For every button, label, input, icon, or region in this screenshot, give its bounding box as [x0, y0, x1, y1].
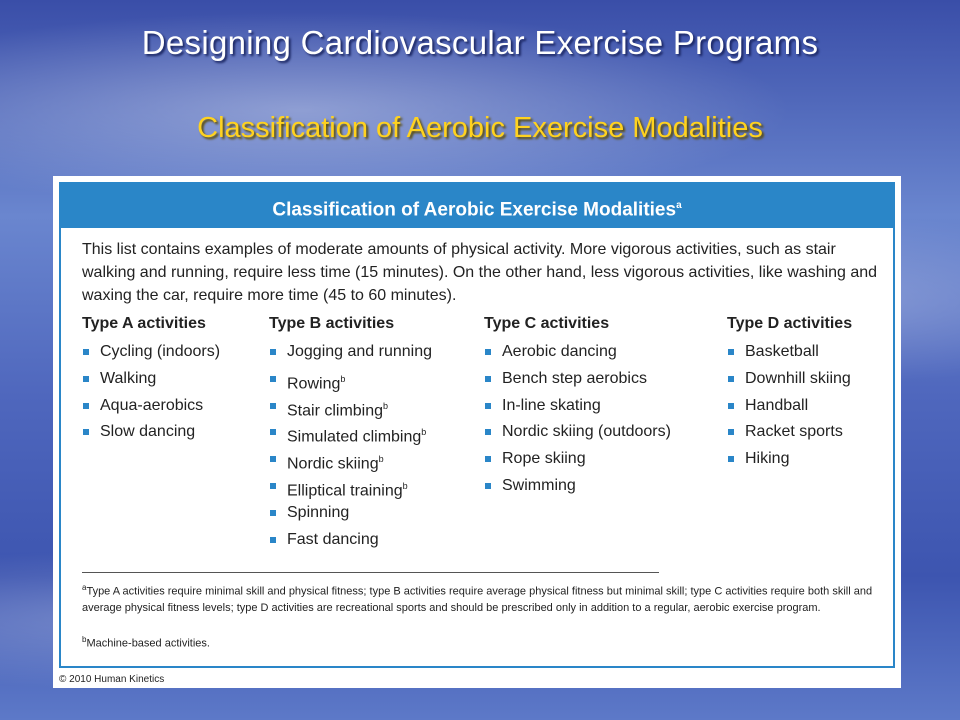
- activity-label: Jogging and running: [287, 343, 433, 360]
- column-type-a: [82, 315, 220, 446]
- activity-label: In-line skating: [502, 396, 601, 414]
- list-item: [269, 473, 432, 500]
- classification-table-image: [53, 176, 901, 688]
- square-bullet-icon: [83, 349, 89, 355]
- activity-label: Cycling (indoors): [100, 343, 221, 360]
- activity-list: [484, 339, 671, 500]
- list-item: [727, 393, 852, 420]
- slide-subtitle: Classification of Aerobic Exercise Modalities: [197, 112, 763, 144]
- square-bullet-icon: [270, 483, 276, 489]
- activity-label: Slow dancing: [100, 423, 196, 441]
- activity-label: Nordic skiing (outdoors): [502, 423, 671, 441]
- table-frame: [59, 182, 895, 668]
- column-type-d: [727, 315, 852, 473]
- footnote-mark: b: [421, 427, 427, 438]
- square-bullet-icon: [485, 483, 491, 489]
- footnote-b: [82, 635, 210, 650]
- list-item: [484, 473, 671, 500]
- activity-label: Walking: [100, 369, 157, 387]
- activity-label: Basketball: [745, 343, 819, 360]
- square-bullet-icon: [270, 376, 276, 382]
- activity-label: Simulated climbing: [287, 428, 422, 446]
- square-bullet-icon: [83, 403, 89, 409]
- square-bullet-icon: [728, 429, 734, 435]
- list-item: [82, 419, 220, 446]
- footnote-mark: b: [402, 480, 408, 491]
- footnote-a-marker: a: [82, 583, 87, 592]
- footnote-b-marker: b: [82, 635, 87, 644]
- activity-label: Spinning: [287, 503, 350, 521]
- list-item: [82, 366, 220, 393]
- table-header-footnote-mark: a: [676, 200, 682, 211]
- activity-label: Handball: [745, 396, 809, 414]
- list-item: [727, 419, 852, 446]
- column-heading: Type A activities: [82, 315, 206, 332]
- activity-label: Racket sports: [745, 423, 843, 441]
- square-bullet-icon: [270, 537, 276, 543]
- list-item: [269, 527, 432, 554]
- footnote-mark: b: [383, 400, 389, 411]
- activity-label: Rowing: [287, 375, 341, 393]
- list-item: [269, 419, 432, 446]
- activity-list: [727, 339, 852, 473]
- square-bullet-icon: [485, 403, 491, 409]
- column-type-b: [269, 315, 432, 553]
- square-bullet-icon: [83, 376, 89, 382]
- list-item: [727, 366, 852, 393]
- footnote-b-text: Machine-based activities.: [86, 637, 210, 650]
- column-heading: Type D activities: [727, 315, 853, 332]
- square-bullet-icon: [485, 456, 491, 462]
- activity-label: Swimming: [502, 476, 576, 494]
- list-item: [269, 393, 432, 420]
- footnote-mark: b: [340, 373, 346, 384]
- column-heading: Type B activities: [269, 315, 395, 332]
- list-item: [82, 393, 220, 420]
- list-item: [484, 366, 671, 393]
- activity-label: Aqua-aerobics: [100, 396, 204, 414]
- activity-label: Fast dancing: [287, 530, 379, 548]
- column-type-c: [484, 315, 671, 500]
- activity-label: Rope skiing: [502, 450, 586, 468]
- list-item: [269, 339, 432, 366]
- square-bullet-icon: [485, 349, 491, 355]
- list-item: [484, 339, 671, 366]
- list-item: [269, 446, 432, 473]
- list-item: [727, 446, 852, 473]
- list-item: [82, 339, 220, 366]
- square-bullet-icon: [270, 510, 276, 516]
- activity-label: Hiking: [745, 450, 790, 468]
- activity-label: Stair climbing: [287, 401, 384, 419]
- footnote-divider: [82, 572, 659, 573]
- square-bullet-icon: [270, 456, 276, 462]
- square-bullet-icon: [270, 403, 276, 409]
- copyright-notice: © 2010 Human Kinetics: [59, 674, 165, 685]
- square-bullet-icon: [728, 456, 734, 462]
- square-bullet-icon: [728, 403, 734, 409]
- square-bullet-icon: [270, 429, 276, 435]
- activity-list: [269, 339, 432, 553]
- activity-label: Elliptical training: [287, 482, 403, 500]
- list-item: [484, 419, 671, 446]
- table-header: [61, 184, 893, 228]
- square-bullet-icon: [485, 376, 491, 382]
- column-heading: Type C activities: [484, 315, 610, 332]
- footnote-mark: b: [378, 454, 384, 465]
- table-header-text: Classification of Aerobic Exercise Modalities: [272, 199, 677, 221]
- table-intro-text: This list contains examples of moderate amounts of physical activity. More vigorous activities, such as stair walking and running, require less time (15 minutes). On the other hand, less vigorous activities, like washing and waxing the car, require more time (45 to 60 minutes).: [82, 241, 878, 304]
- slide-title: Designing Cardiovascular Exercise Programs: [141, 24, 819, 61]
- footnote-a: [82, 580, 882, 616]
- square-bullet-icon: [728, 376, 734, 382]
- square-bullet-icon: [83, 429, 89, 435]
- activity-list: [82, 339, 220, 446]
- list-item: [484, 446, 671, 473]
- list-item: [727, 339, 852, 366]
- list-item: [269, 500, 432, 527]
- list-item: [269, 366, 432, 393]
- square-bullet-icon: [485, 429, 491, 435]
- footnote-a-text: Type A activities require minimal skill and physical fitness; type B activities require average physical fitness but minimal skill; type C activities require both skill and average physical fitness levels; type D activities are recreational sports and should be prescribed only in addition to a regular, aerobic exercise program.: [82, 585, 873, 614]
- list-item: [484, 393, 671, 420]
- square-bullet-icon: [270, 349, 276, 355]
- activity-label: Aerobic dancing: [502, 343, 617, 360]
- square-bullet-icon: [728, 349, 734, 355]
- activity-label: Bench step aerobics: [502, 369, 647, 387]
- activity-label: Nordic skiing: [287, 455, 379, 473]
- activity-label: Downhill skiing: [745, 369, 851, 387]
